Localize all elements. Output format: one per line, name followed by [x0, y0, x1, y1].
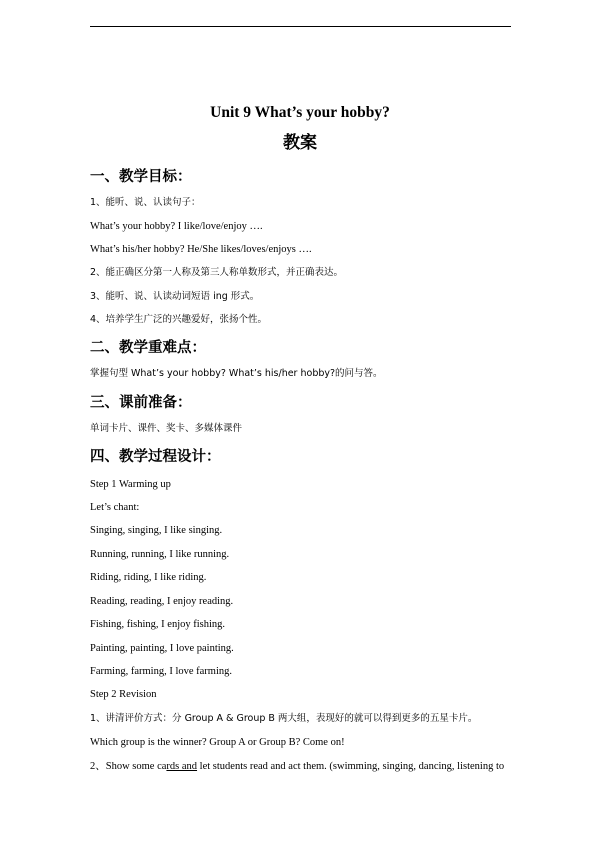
chant-line: Running, running, I like running.: [90, 549, 230, 560]
section-heading-preparation: 三、课前准备：: [90, 395, 192, 411]
objective-item-3: 3、能听、说、认读动词短语 ing 形式。: [90, 291, 260, 302]
objective-item-1: 1、能听、说、认读句子：: [90, 197, 201, 208]
section-heading-objectives: 一、教学目标：: [90, 169, 192, 185]
chant-line: Singing, singing, I like singing.: [90, 525, 223, 536]
objective-sentence-2: What’s his/her hobby? He/She likes/loves/enjoys ….: [90, 244, 312, 255]
chant-line: Fishing, fishing, I enjoy fishing.: [90, 619, 226, 630]
revision-item-2-start: 2、Show some ca: [90, 761, 167, 772]
section-heading-procedure: 四、教学过程设计：: [90, 449, 221, 465]
header-rule: [90, 26, 511, 27]
chant-line: Reading, reading, I enjoy reading.: [90, 596, 234, 607]
key-points-text: 掌握句型 What’s your hobby? What’s his/her hobby?的问与答。: [90, 368, 383, 379]
section-heading-key-points: 二、教学重难点：: [90, 340, 206, 356]
objective-sentence-1: What’s your hobby? I like/love/enjoy ….: [90, 221, 263, 232]
document-subtitle: 教案: [283, 133, 317, 153]
revision-question: Which group is the winner? Group A or Group B? Come on!: [90, 737, 345, 748]
chant-line: Farming, farming, I love farming.: [90, 666, 233, 677]
revision-item-2-underlined: rds and: [166, 761, 198, 772]
revision-item-2-end: let students read and act them. (swimming, singing, dancing, listening to: [197, 761, 505, 772]
revision-item-2: [90, 760, 504, 773]
chant-intro: Let’s chant:: [90, 502, 140, 513]
objective-item-2: 2、能正确区分第一人称及第三人称单数形式，并正确表达。: [90, 267, 344, 278]
preparation-text: 单词卡片、课件、奖卡、多媒体课件: [90, 423, 243, 434]
step-1-heading: Step 1 Warming up: [90, 479, 171, 490]
document-title: Unit 9 What’s your hobby?: [210, 104, 390, 121]
chant-line: Riding, riding, I like riding.: [90, 572, 207, 583]
revision-item-1: 1、讲清评价方式：分 Group A & Group B 两大组，表现好的就可以得到更多的五星卡片。: [90, 713, 478, 724]
objective-item-4: 4、培养学生广泛的兴趣爱好，张扬个性。: [90, 314, 268, 325]
step-2-heading: Step 2 Revision: [90, 689, 157, 700]
chant-line: Painting, painting, I love painting.: [90, 643, 234, 654]
